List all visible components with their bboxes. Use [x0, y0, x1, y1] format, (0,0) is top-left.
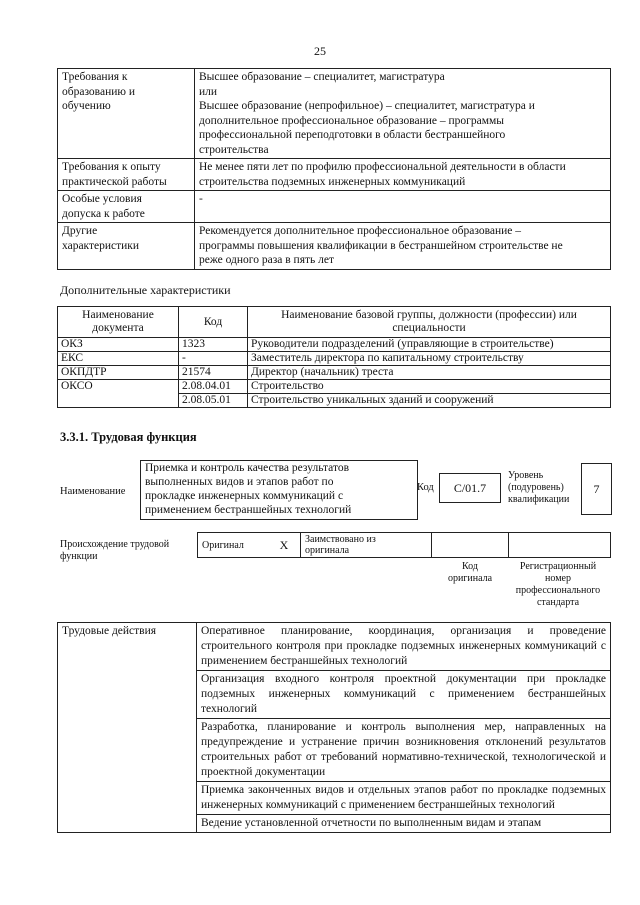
- table-row: [58, 380, 611, 394]
- reg-number-cell: [509, 533, 611, 558]
- reg-number-label: Регистрационный номер профессионального стандарта: [515, 561, 601, 608]
- table-row: [58, 191, 611, 223]
- req-label: Другие характеристики: [58, 223, 195, 270]
- header-doc: Наименование документа: [58, 307, 179, 338]
- qualification-level: 7: [581, 463, 612, 515]
- cell-name: Строительство уникальных зданий и сооружений: [248, 394, 611, 408]
- table-row: [58, 352, 611, 366]
- labor-action-item: Ведение установленной отчетности по выполненным видам и этапам: [197, 815, 611, 833]
- function-name-box: Приемка и контроль качества результатов выполненных видов и этапов работ по прокладке инженерных коммуникаций с применением бестраншейных технологий: [140, 460, 418, 520]
- function-code: C/01.7: [439, 473, 501, 503]
- cell-code: 2.08.05.01: [179, 394, 248, 408]
- req-value: Не менее пяти лет по профилю профессиональной деятельности в области строительства подземных инженерных коммуникаций: [195, 159, 611, 191]
- cell-name: Строительство: [248, 380, 611, 394]
- requirements-table: [57, 68, 611, 270]
- additional-title: Дополнительные характеристики: [60, 283, 231, 297]
- req-label: Требования к образованию и обучению: [58, 69, 195, 159]
- table-header: [58, 307, 611, 338]
- header-code: Код: [179, 307, 248, 338]
- table-row: [198, 533, 611, 558]
- req-label: Требования к опыту практической работы: [58, 159, 195, 191]
- req-value: -: [195, 191, 611, 223]
- labor-action-item: Приемка законченных видов и отдельных этапов работ по прокладке подземных инженерных коммуникаций с применением бестраншейных технологий: [197, 782, 611, 815]
- table-row: [58, 394, 611, 408]
- cell-doc: ОКЗ: [58, 338, 179, 352]
- table-row: [58, 159, 611, 191]
- page-number: 25: [314, 44, 326, 58]
- level-label: Уровень (подуровень) квалификации: [508, 470, 570, 505]
- cell-code: 2.08.04.01: [179, 380, 248, 394]
- header-name: Наименование базовой группы, должности (профессии) или специальности: [248, 307, 611, 338]
- original-mark: X: [268, 533, 301, 558]
- table-row: [58, 623, 611, 671]
- cell-code: 21574: [179, 366, 248, 380]
- labor-action-item: Разработка, планирование и контроль выполнения мер, направленных на предупреждение и устранение причин возникновения отклонений результатов строительных работ от требований нормативно-технической, технологической и проектной документации: [197, 719, 611, 782]
- labor-action-item: Оперативное планирование, координация, организация и проведение строительного контроля при прокладке подземных инженерных коммуникаций с применением бестраншейных технологий: [197, 623, 611, 671]
- labor-action-item: Организация входного контроля проектной документации при прокладке подземных инженерных коммуникаций с применением бестраншейных технологий: [197, 671, 611, 719]
- original-label: Оригинал: [198, 533, 269, 558]
- cell-name: Директор (начальник) треста: [248, 366, 611, 380]
- cell-code: -: [179, 352, 248, 366]
- req-value: Высшее образование – специалитет, магистратура или Высшее образование (непрофильное) – специалитет, магистратура и дополнительное профессиональное образование – программы профессиональной переподготовки в области бестраншейного строительства: [195, 69, 611, 159]
- table-row: [58, 223, 611, 270]
- table-row: [58, 338, 611, 352]
- additional-table: [57, 306, 611, 408]
- table-row: [58, 366, 611, 380]
- origin-table: [197, 532, 611, 558]
- cell-doc: ОКСО: [58, 380, 179, 394]
- cell-code: 1323: [179, 338, 248, 352]
- code-label: Код: [417, 482, 434, 493]
- req-value: Рекомендуется дополнительное профессиональное образование – программы повышения квалификации в бестраншейном строительстве не реже одного раза в пять лет: [195, 223, 611, 270]
- cell-name: Руководители подразделений (управляющие в строительстве): [248, 338, 611, 352]
- cell-name: Заместитель директора по капитальному строительству: [248, 352, 611, 366]
- cell-doc: [58, 394, 179, 408]
- name-label: Наименование: [60, 486, 126, 497]
- cell-doc: ОКПДТР: [58, 366, 179, 380]
- table-row: [58, 69, 611, 159]
- cell-doc: ЕКС: [58, 352, 179, 366]
- labor-actions-label: Трудовые действия: [58, 623, 197, 833]
- origin-label: Происхождение трудовой функции: [60, 539, 170, 562]
- req-label: Особые условия допуска к работе: [58, 191, 195, 223]
- code-original-label: Код оригинала: [447, 561, 493, 584]
- section-title: 3.3.1. Трудовая функция: [60, 430, 197, 444]
- labor-actions-table: [57, 622, 611, 833]
- borrowed-label: Заимствовано из оригинала: [301, 533, 432, 558]
- code-original-cell: [432, 533, 509, 558]
